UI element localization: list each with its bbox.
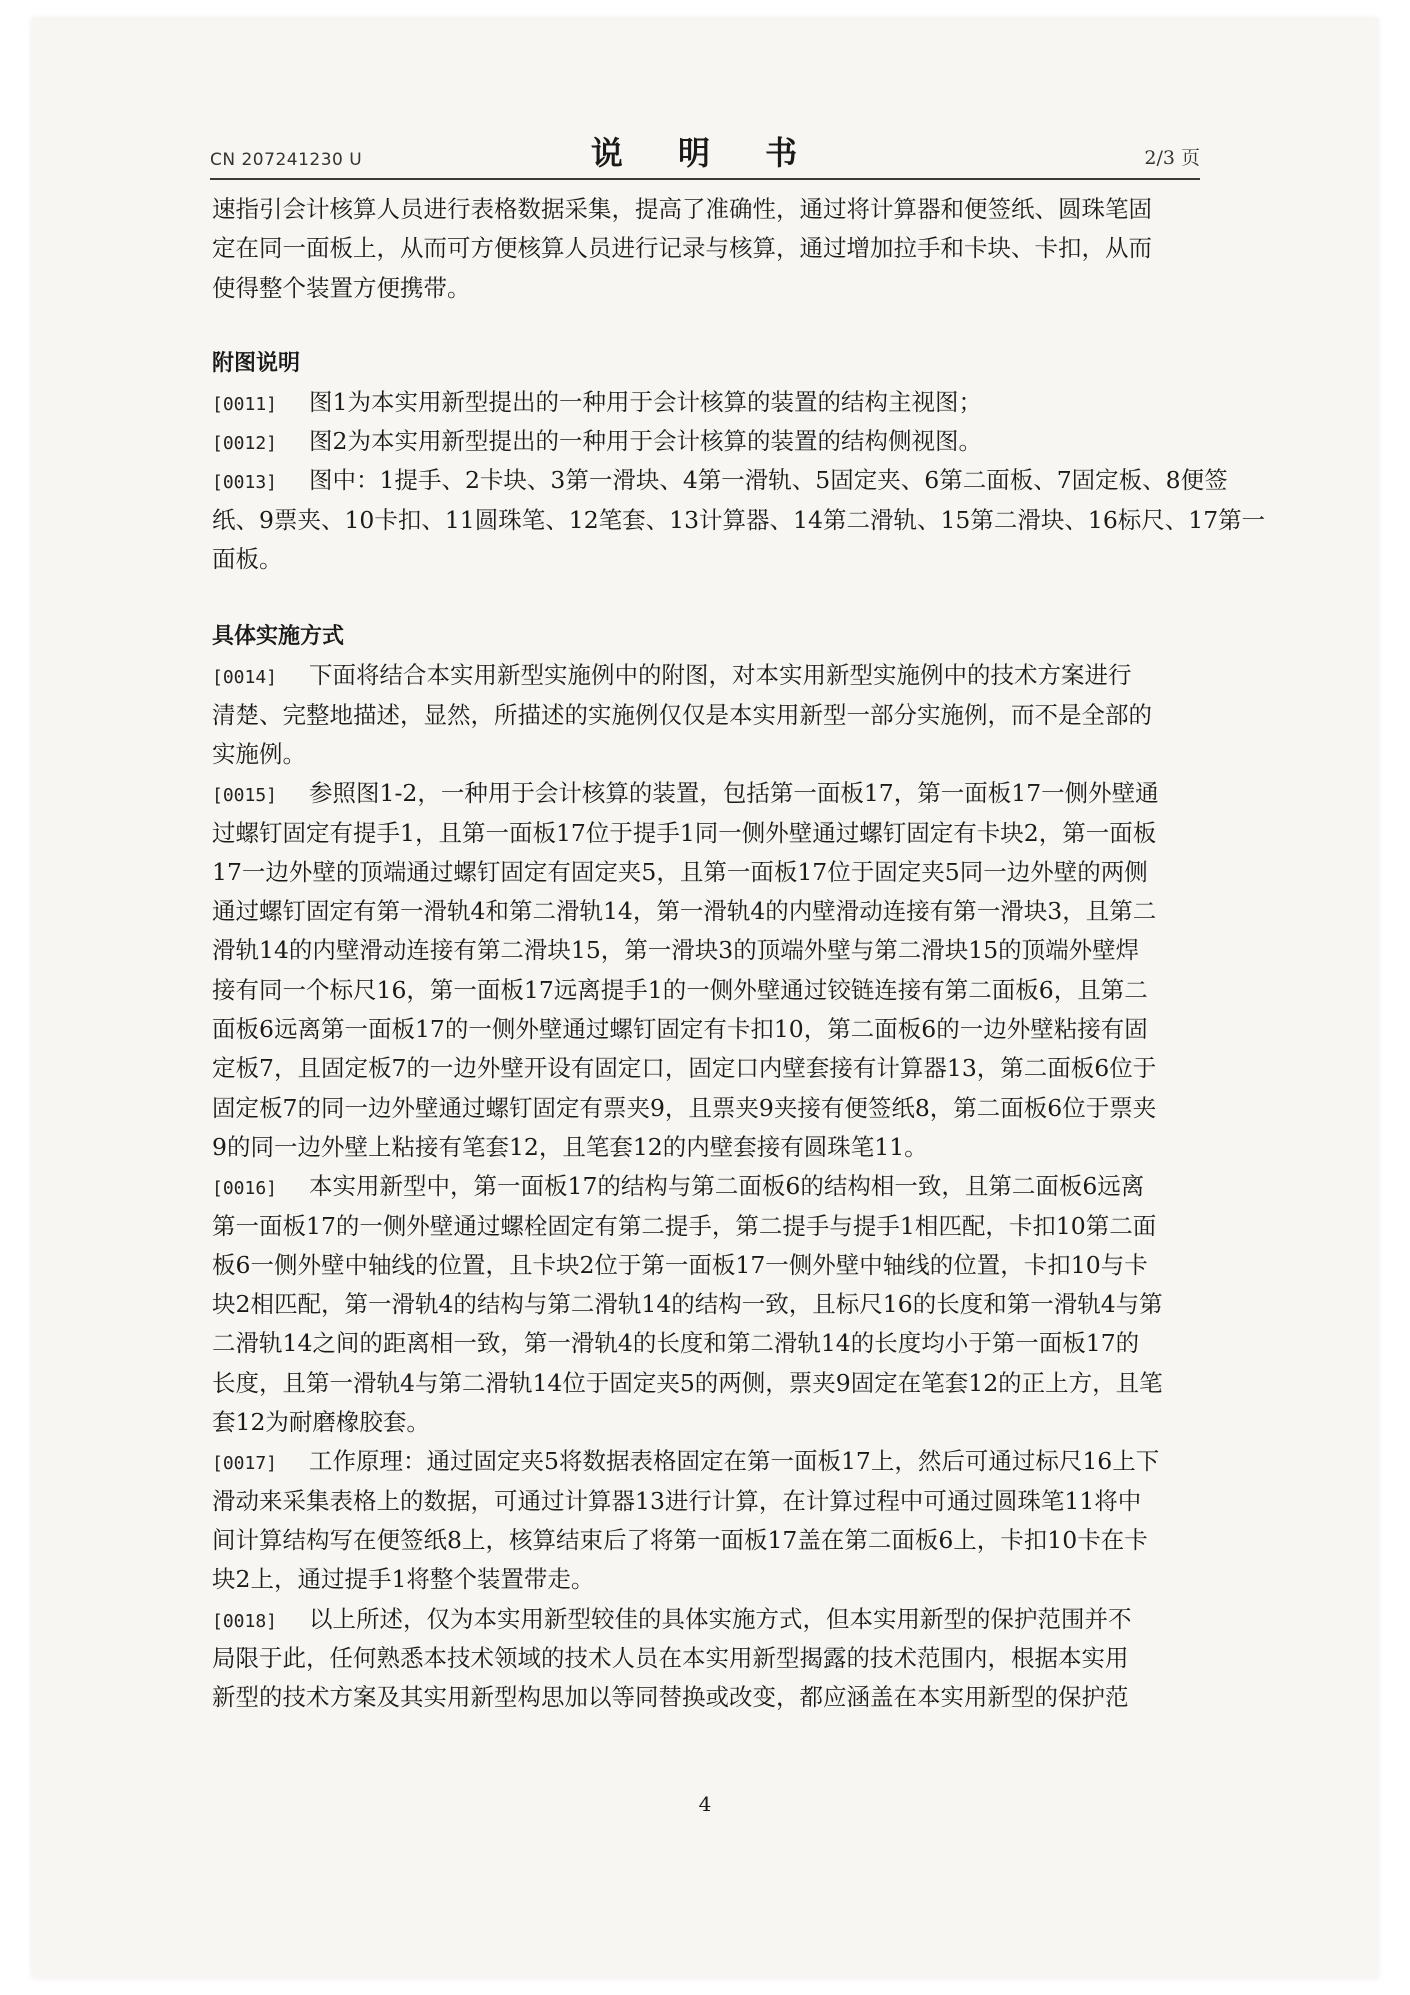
text-line: 17一边外壁的顶端通过螺钉固定有固定夹5，且第一面板17位于固定夹5同一边外壁的两侧: [212, 857, 1148, 886]
text-line: 图1为本实用新型提出的一种用于会计核算的装置的结构主视图；: [309, 387, 982, 416]
patent-number: CN 207241230 U: [210, 150, 363, 170]
text-line: 间计算结构写在便签纸8上，核算结束后了将第一面板17盖在第二面板6上，卡扣10卡在卡: [212, 1525, 1148, 1554]
page-indicator: 2/3 页: [1144, 147, 1200, 169]
paragraph-id: [0014]: [212, 667, 278, 689]
paragraph-id: [0018]: [212, 1610, 278, 1632]
text-line: 定在同一面板上，从而可方便核算人员进行记录与核算，通过增加拉手和卡块、卡扣，从而: [212, 234, 1152, 263]
paragraph-id: [0013]: [212, 472, 278, 494]
text-line: 块2相匹配，第一滑轨4的结构与第二滑轨14的结构一致，且标尺16的长度和第一滑轨4与第: [212, 1290, 1163, 1319]
text-line: 接有同一个标尺16，第一面板17远离提手1的一侧外壁通过铰链连接有第二面板6，且第二: [212, 975, 1148, 1004]
paragraph-0013: [212, 461, 1266, 579]
page-header: [210, 128, 1200, 176]
text-line: 使得整个装置方便携带。: [212, 273, 471, 302]
paragraph-id: [0016]: [212, 1178, 278, 1200]
text-line: 面板。: [212, 545, 283, 574]
text-line: 面板6远离第一面板17的一侧外壁通过螺钉固定有卡扣10，第二面板6的一边外壁粘接有固: [212, 1015, 1148, 1044]
text-line: 纸、9票夹、10卡扣、11圆珠笔、12笔套、13计算器、14第二滑轨、15第二滑块、16标尺、17第一: [212, 505, 1266, 534]
text-line: 本实用新型中，第一面板17的结构与第二面板6的结构相一致，且第二面板6远离: [309, 1172, 1145, 1201]
text-line: 速指引会计核算人员进行表格数据采集，提高了准确性，通过将计算器和便签纸、圆珠笔固: [212, 195, 1152, 223]
paragraph-0014: [212, 656, 1198, 774]
text-line: 实施例。: [212, 739, 306, 768]
text-line: 参照图1-2，一种用于会计核算的装置，包括第一面板17，第一面板17一侧外壁通: [309, 779, 1159, 808]
text-line: 套12为耐磨橡胶套。: [212, 1408, 430, 1437]
text-line: 二滑轨14之间的距离相一致，第一滑轨4的长度和第二滑轨14的长度均小于第一面板17的: [212, 1329, 1140, 1358]
text-line: 清楚、完整地描述，显然，所描述的实施例仅仅是本实用新型一部分实施例，而不是全部的: [212, 700, 1152, 729]
text-line: 固定板7的同一边外壁通过螺钉固定有票夹9，且票夹9夹接有便签纸8，第二面板6位于票夹: [212, 1093, 1157, 1122]
paragraph-0015: [212, 774, 1198, 1167]
text-line: 下面将结合本实用新型实施例中的附图，对本实用新型实施例中的技术方案进行: [309, 661, 1132, 690]
paragraph-0016: [212, 1167, 1198, 1442]
section-heading-figures: 附图说明: [212, 350, 301, 376]
section-heading-embodiment: 具体实施方式: [212, 624, 345, 650]
paragraph-0017: [212, 1442, 1198, 1599]
text-line: 块2上，通过提手1将整个装置带走。: [212, 1565, 595, 1594]
document-body: [212, 190, 1266, 1717]
text-line: 以上所述，仅为本实用新型较佳的具体实施方式，但本实用新型的保护范围并不: [309, 1604, 1132, 1633]
paragraph-id: [0017]: [212, 1453, 278, 1475]
header-divider: [210, 178, 1200, 180]
page-number: 4: [698, 1792, 712, 1816]
text-line: 新型的技术方案及其实用新型构思加以等同替换或改变，都应涵盖在本实用新型的保护范: [212, 1683, 1129, 1712]
text-line: 图中：1提手、2卡块、3第一滑块、4第一滑轨、5固定夹、6第二面板、7固定板、8便签: [309, 466, 1228, 495]
text-line: 局限于此，任何熟悉本技术领域的技术人员在本实用新型揭露的技术范围内，根据本实用: [212, 1643, 1129, 1672]
text-line: 第一面板17的一侧外壁通过螺栓固定有第二提手，第二提手与提手1相匹配，卡扣10第二面: [212, 1211, 1157, 1240]
text-line: 板6一侧外壁中轴线的位置，且卡块2位于第一面板17一侧外壁中轴线的位置，卡扣10与卡: [212, 1250, 1148, 1279]
document-title: 说 明 书: [590, 134, 820, 172]
text-line: 图2为本实用新型提出的一种用于会计核算的装置的结构侧视图。: [309, 427, 982, 456]
text-line: 过螺钉固定有提手1，且第一面板17位于提手1同一侧外壁通过螺钉固定有卡块2，第一面板: [212, 818, 1157, 847]
paragraph-id: [0011]: [212, 393, 278, 415]
text-line: 9的同一边外壁上粘接有笔套12，且笔套12的内壁套接有圆珠笔11。: [212, 1132, 928, 1161]
paragraph-0018: [212, 1600, 1198, 1718]
text-line: 滑轨14的内壁滑动连接有第二滑块15，第一滑块3的顶端外壁与第二滑块15的顶端外壁焊: [212, 936, 1140, 965]
paragraph-0012: [212, 422, 1198, 461]
paragraph-0011: [212, 383, 1198, 422]
text-line: 滑动来采集表格上的数据，可通过计算器13进行计算，在计算过程中可通过圆珠笔11将中: [212, 1486, 1142, 1515]
paragraph-id: [0012]: [212, 433, 278, 455]
text-line: 工作原理：通过固定夹5将数据表格固定在第一面板17上，然后可通过标尺16上下: [309, 1447, 1160, 1476]
paragraph-id: [0015]: [212, 785, 278, 807]
text-line: 通过螺钉固定有第一滑轨4和第二滑轨14，第一滑轨4的内壁滑动连接有第一滑块3，且第二: [212, 897, 1157, 926]
intro-paragraph: [212, 190, 1198, 308]
text-line: 定板7，且固定板7的一边外壁开设有固定口，固定口内壁套接有计算器13，第二面板6位于: [212, 1054, 1157, 1083]
text-line: 长度，且第一滑轨4与第二滑轨14位于固定夹5的两侧，票夹9固定在笔套12的正上方，且笔: [212, 1368, 1163, 1397]
